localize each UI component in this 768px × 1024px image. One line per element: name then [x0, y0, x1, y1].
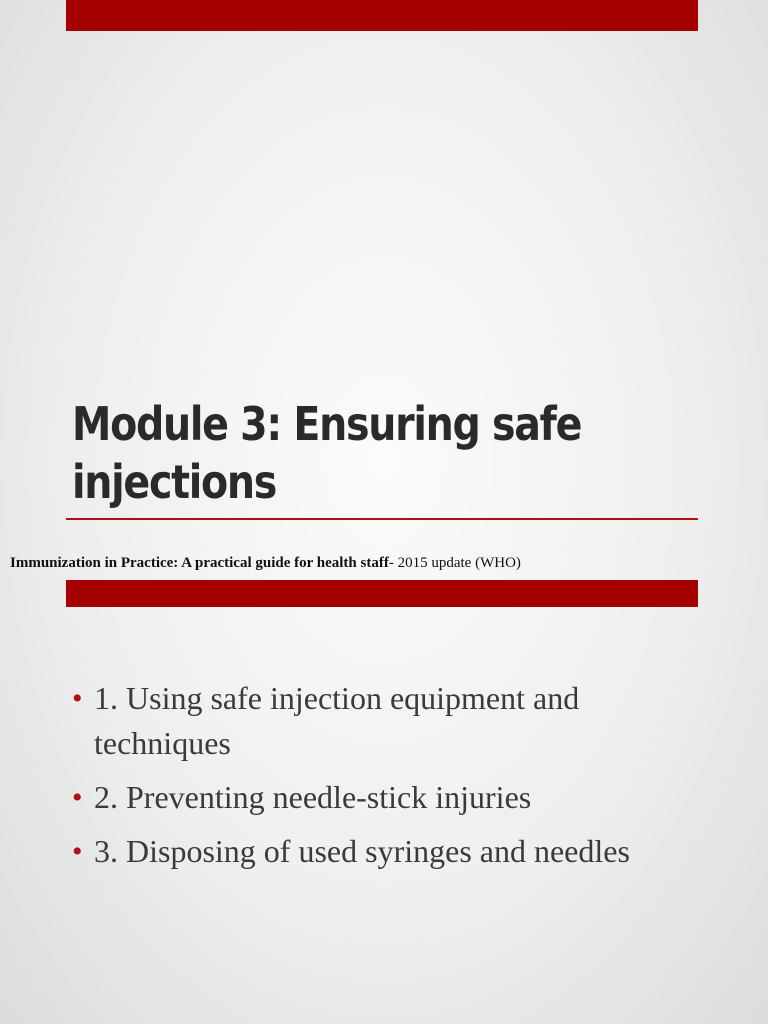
list-item: [72, 775, 702, 820]
list-item: [72, 829, 702, 874]
caption-source-detail: - 2015 update (WHO): [388, 555, 521, 571]
list-item-text: 1. Using safe injection equipment and techniques: [94, 680, 580, 761]
slide-title: Module 3: Ensuring safe injections: [72, 397, 582, 509]
bullet-list: [72, 676, 702, 883]
bullet-icon: •: [72, 835, 83, 868]
second-slide-accent-bar: [66, 580, 698, 607]
caption-source-title: Immunization in Practice: A practical guide for health staff: [10, 555, 389, 571]
list-item: [72, 676, 702, 766]
list-item-text: 2. Preventing needle-stick injuries: [94, 779, 532, 815]
title-underline: [66, 518, 698, 520]
bullet-icon: •: [72, 682, 83, 715]
source-caption: [10, 555, 710, 572]
top-accent-bar: [66, 0, 698, 31]
bullet-icon: •: [72, 781, 83, 814]
list-item-text: 3. Disposing of used syringes and needles: [94, 833, 630, 869]
